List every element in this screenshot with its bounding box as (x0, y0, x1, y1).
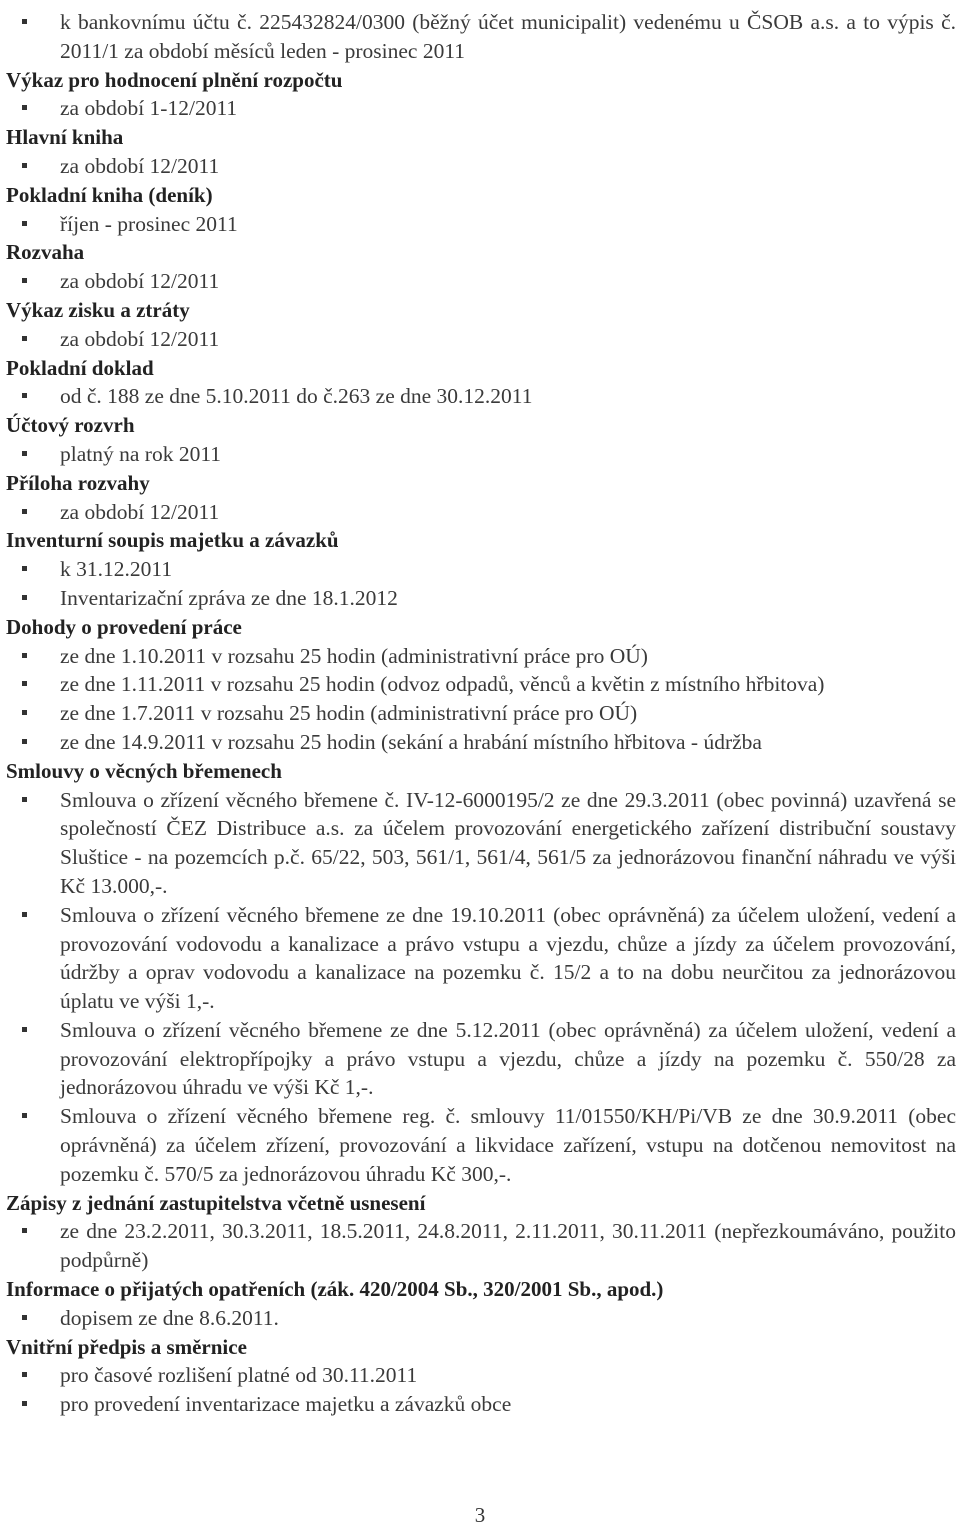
list-item (6, 267, 956, 296)
bullet-icon (22, 653, 27, 658)
list-item (6, 786, 956, 901)
section-heading: Informace o přijatých opatřeních (zák. 420/2004 Sb., 320/2001 Sb., apod.) (6, 1277, 664, 1302)
item-text: platný na rok 2011 (60, 441, 222, 466)
list-item (6, 699, 956, 728)
bullet-icon (22, 221, 27, 226)
section-cash-book (6, 181, 956, 239)
section-general-ledger (6, 123, 956, 181)
item-text: ze dne 1.11.2011 v rozsahu 25 hodin (odvoz odpadů, věnců a květin z místního hřbitova) (60, 672, 825, 697)
list-item (6, 584, 956, 613)
section-measures-info (6, 1275, 956, 1333)
item-text: k 31.12.2011 (60, 557, 173, 582)
list-item (6, 1016, 956, 1102)
list-item (6, 1361, 956, 1390)
section-heading: Výkaz pro hodnocení plnění rozpočtu (6, 67, 343, 92)
list-item (6, 440, 956, 469)
item-text: za období 12/2011 (60, 269, 220, 294)
section-heading: Smlouvy o věcných břemenech (6, 758, 282, 783)
item-text: za období 12/2011 (60, 499, 220, 524)
section-heading: Účtový rozvrh (6, 413, 135, 438)
bullet-icon (22, 105, 27, 110)
item-text: dopisem ze dne 8.6.2011. (60, 1305, 279, 1330)
section-balance-annex (6, 469, 956, 527)
item-text: pro časové rozlišení platné od 30.11.2011 (60, 1363, 418, 1388)
item-text: Smlouva o zřízení věcného břemene reg. č. smlouvy 11/01550/KH/Pi/VB ze dne 30.9.2011 (obec oprávněná) za účelem zřízení, provozování a likvidace zařízení, vstupu na dotčenou nemovitost na pozemku č. 570/5 za jednorázovou úhradu Kč 300,-. (60, 1104, 956, 1186)
item-text: ze dne 14.9.2011 v rozsahu 25 hodin (sekání a hrabání místního hřbitova - údržba (60, 729, 762, 754)
section-bank-account (6, 8, 956, 66)
item-text: ze dne 1.7.2011 v rozsahu 25 hodin (administrativní práce pro OÚ) (60, 701, 638, 726)
section-heading: Příloha rozvahy (6, 470, 150, 495)
list-item (6, 1217, 956, 1275)
bullet-icon (22, 1401, 27, 1406)
bullet-icon (22, 393, 27, 398)
list-item (6, 152, 956, 181)
section-internal-rules (6, 1333, 956, 1419)
section-inventory (6, 526, 956, 612)
item-text: od č. 188 ze dne 5.10.2011 do č.263 ze dne 30.12.2011 (60, 384, 533, 409)
list-item (6, 325, 956, 354)
bullet-icon (22, 1027, 27, 1032)
bullet-icon (22, 595, 27, 600)
page-number: 3 (474, 1503, 486, 1527)
bullet-icon (22, 912, 27, 917)
section-work-agreements (6, 613, 956, 757)
bullet-icon (22, 163, 27, 168)
list-item (6, 498, 956, 527)
list-item (6, 1102, 956, 1188)
section-heading: Výkaz zisku a ztráty (6, 297, 190, 322)
section-profit-loss (6, 296, 956, 354)
bullet-icon (22, 19, 27, 24)
section-chart-of-accounts (6, 411, 956, 469)
item-text: Smlouva o zřízení věcného břemene ze dne 5.12.2011 (obec oprávněná) za účelem uložení, vedení a provozování elektropřípojky a právo vstupu a vjezdu, chůze a jízdy na pozemku č. 550/28 za jednorázovou úhradu ve výši Kč 1,-. (60, 1017, 956, 1100)
list-item (6, 670, 956, 699)
item-text: Inventarizační zpráva ze dne 18.1.2012 (60, 585, 398, 610)
section-heading: Dohody o provedení práce (6, 614, 242, 639)
item-text: říjen - prosinec 2011 (60, 211, 238, 236)
list-item (6, 382, 956, 411)
list-item (6, 210, 956, 239)
bullet-icon (22, 509, 27, 514)
list-item (6, 728, 956, 757)
section-cash-voucher (6, 354, 956, 412)
bullet-icon (22, 797, 27, 802)
list-item (6, 901, 956, 1016)
list-item (6, 555, 956, 584)
list-item (6, 94, 956, 123)
list-item (6, 1390, 956, 1419)
section-heading: Inventurní soupis majetku a závazků (6, 528, 339, 553)
list-item (6, 1304, 956, 1333)
bullet-icon (22, 710, 27, 715)
section-council-minutes (6, 1189, 956, 1275)
section-heading: Hlavní kniha (6, 125, 124, 150)
list-item (6, 642, 956, 671)
bullet-icon (22, 278, 27, 283)
section-heading: Pokladní doklad (6, 355, 154, 380)
item-text: pro provedení inventarizace majetku a závazků obce (60, 1392, 512, 1417)
bullet-icon (22, 566, 27, 571)
bullet-icon (22, 739, 27, 744)
section-heading: Pokladní kniha (deník) (6, 182, 213, 207)
section-budget-report (6, 66, 956, 124)
bullet-icon (22, 1372, 27, 1377)
item-text: za období 12/2011 (60, 153, 220, 178)
item-text: za období 12/2011 (60, 326, 220, 351)
bullet-icon (22, 336, 27, 341)
section-heading: Zápisy z jednání zastupitelstva včetně usnesení (6, 1190, 426, 1215)
bullet-icon (22, 1315, 27, 1320)
item-text: za období 1-12/2011 (60, 96, 238, 121)
section-heading: Vnitřní předpis a směrnice (6, 1334, 247, 1359)
section-easements (6, 757, 956, 1189)
document-body (6, 8, 956, 1419)
section-heading: Rozvaha (6, 240, 85, 265)
item-text: Smlouva o zřízení věcného břemene č. IV-12-6000195/2 ze dne 29.3.2011 (obec povinná) uzavřená se společností ČEZ Distribuce a.s. za účelem provozování energetického zařízení distribuční soustavy Sluštice - na pozemcích p.č. 65/22, 503, 561/1, 561/4, 561/5 za jednorázovou finanční náhradu ve výši Kč 13.000,-. (60, 787, 956, 898)
item-text: ze dne 23.2.2011, 30.3.2011, 18.5.2011, 24.8.2011, 2.11.2011, 30.11.2011 (nepřezkoumáváno, použito podpůrně) (60, 1219, 956, 1273)
bullet-icon (22, 451, 27, 456)
list-item (6, 8, 956, 66)
section-balance-sheet (6, 238, 956, 296)
item-text: ze dne 1.10.2011 v rozsahu 25 hodin (administrativní práce pro OÚ) (60, 643, 648, 668)
item-text: k bankovnímu účtu č. 225432824/0300 (běžný účet municipalit) vedenému u ČSOB a.s. a to výpis č. 2011/1 za období měsíců leden - prosinec 2011 (60, 10, 956, 63)
bullet-icon (22, 1228, 27, 1233)
bullet-icon (22, 681, 27, 686)
bullet-icon (22, 1113, 27, 1118)
item-text: Smlouva o zřízení věcného břemene ze dne 19.10.2011 (obec oprávněná) za účelem uložení, vedení a provozování vodovodu a kanalizace a právo vstupu a vjezdu, chůze a jízdy za účelem provozování, údržby a oprav vodovodu a kanalizace na pozemku č. 15/2 a to na dobu neurčitou za jednorázovou úplatu ve výši 1,-. (60, 902, 956, 1014)
